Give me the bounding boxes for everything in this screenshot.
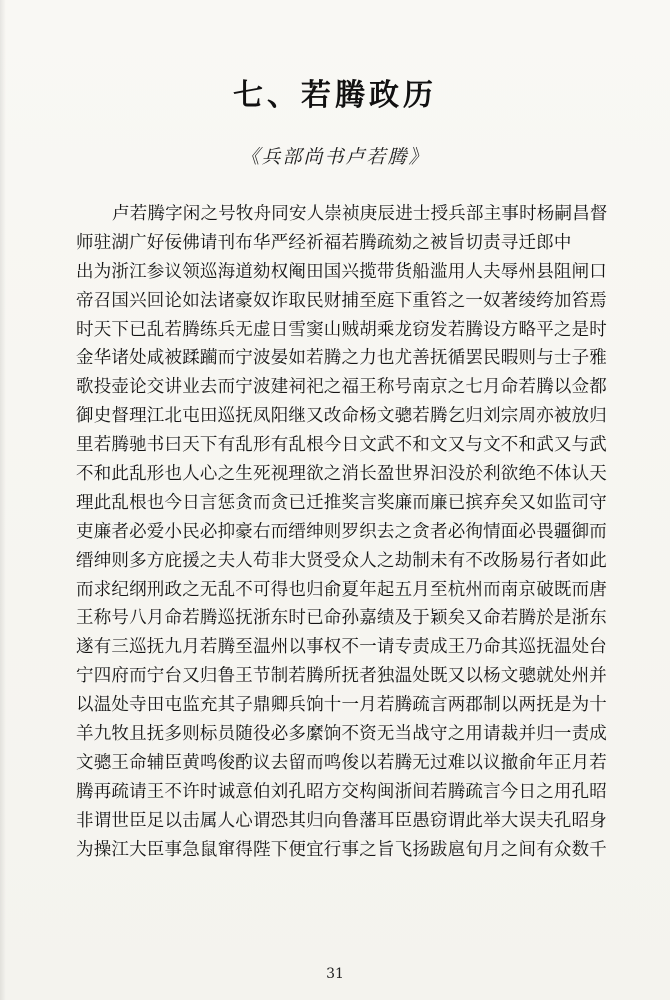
text-line: 里若腾驰书曰天下有乱形有乱根今日文武不和文又与文不和武又与武 <box>76 435 607 456</box>
section-title: 《兵部尚书卢若腾》 <box>240 146 430 168</box>
text-line: 吏廉者必爱小民必抑豪右而缙绅则罗织去之贪者必徇情面必畏疆御而 <box>76 521 607 542</box>
text-line: 时天下已乱若腾练兵无虚日雪窦山贼胡乘龙窃发若腾设方略平之是时 <box>76 319 607 340</box>
body-text <box>76 200 626 864</box>
text-line: 以温处寺田屯监充其子鼎卿兵饷十一月若腾疏言两郡制以两抚是为十 <box>76 695 607 716</box>
text-line: 出为浙江参议领巡海道劾权阉田国兴揽带货船滥用人夫辱州县阻闸口 <box>76 261 607 282</box>
text-line: 而求纪纲刑政之无乱不可得也归俞夏年起五月至杭州而南京破既而唐 <box>76 579 607 600</box>
text-line: 缙绅则多方庇援之夫人苟非大贤受众人之劫制未有不改肠易行者如此 <box>76 550 607 571</box>
text-line: 腾再疏请王不许时诚意伯刘孔昭方交构闽浙间若腾疏言今日之用孔昭 <box>76 781 607 802</box>
text-line: 御史督理江北屯田巡抚凤阳继又改命杨文骢若腾乞归刘宗周亦被放归 <box>76 406 607 427</box>
text-line: 王称号八月命若腾巡抚浙东时已命孙嘉绩及于颖矣又命若腾於是浙东 <box>76 608 607 629</box>
chapter-title: 七、若腾政历 <box>233 78 437 113</box>
text-line: 为操江大臣事急鼠窜得陛下便宜行事之旨飞扬跋扈旬月之间有众数千 <box>76 839 607 860</box>
text-line: 歌投壶论交讲业去而宁波建祠祀之福王称号南京之七月命若腾以佥都 <box>76 377 607 398</box>
text-line: 非谓世臣足以击属人心谓恐其归向鲁藩耳臣愚窃谓此举大误夫孔昭身 <box>76 810 607 831</box>
text-line: 不和此乱形也人心之生死视理欲之消长盈世界汩没於利欲绝不体认天 <box>76 464 607 485</box>
text-line: 帝召国兴回论如法诸豪奴诈取民财捕至庭下重笞之一奴著绫绔加笞焉 <box>76 290 607 311</box>
text-line: 金华诸处咸被蹂躏而宁波晏如若腾之力也尤善抚循罢民暇则与士子雅 <box>76 348 607 369</box>
text-line: 师驻湖广好佞佛请刊布华严经祈福若腾疏劾之被旨切责寻迁郎中 <box>76 232 572 253</box>
text-line: 宁四府而宁台又归鲁王节制若腾所抚者独温处既又以杨文骢就处州并 <box>76 666 607 687</box>
text-line: 理此乱根也今日言惩贪而贪已迁推奖言奖廉而廉已摈弃矣又如监司守 <box>76 492 607 513</box>
text-line: 文骢王命辅臣黄鸣俊酌议去留而鸣俊以若腾无过难以议撤俞年正月若 <box>76 752 607 773</box>
text-line: 卢若腾字闲之号牧舟同安人崇祯庚辰进士授兵部主事时杨嗣昌督 <box>112 204 608 224</box>
text-line: 遂有三巡抚九月若腾至温州以事权不一请专责成王乃命其巡抚温处台 <box>76 637 607 658</box>
text-line: 羊九牧且抚多则标员随役必多縻饷不资无当战守之用请裁并归一责成 <box>76 724 607 745</box>
page-number: 31 <box>326 966 344 982</box>
